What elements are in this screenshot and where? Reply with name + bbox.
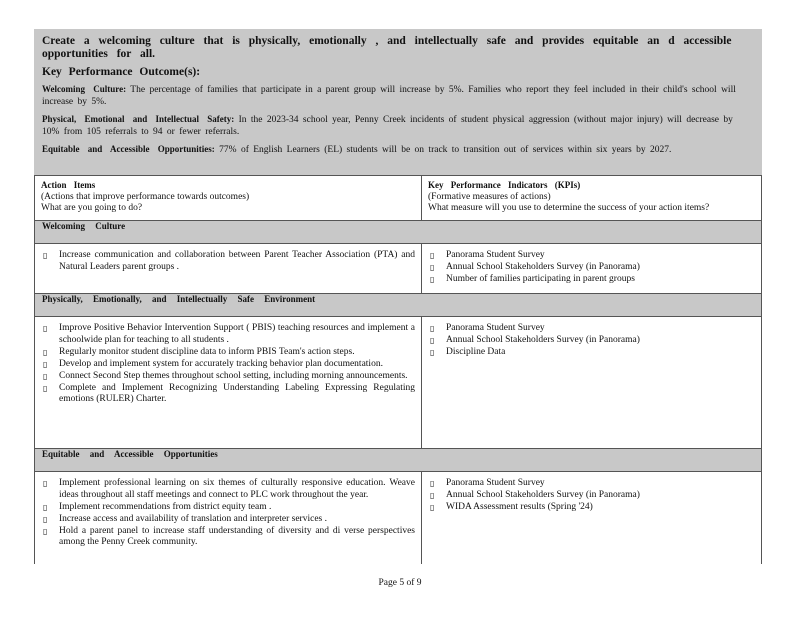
section-title: Physically, Emotionally, and Intellectually Safe Environment <box>35 294 762 317</box>
goal-box <box>34 29 762 175</box>
action-list-cell <box>35 317 422 449</box>
kpi-list <box>428 323 755 359</box>
kpo-item <box>42 113 754 138</box>
kpi-item: ▯ WIDA Assessment results (Spring '24) <box>428 502 755 514</box>
section-title: Equitable and Accessible Opportunities <box>35 449 762 472</box>
action-plan-table <box>34 175 762 564</box>
kpi-list-cell <box>422 472 762 564</box>
section-header-row <box>35 221 762 244</box>
kpi-question: What measure will you use to determine the success of your action items? <box>428 203 710 213</box>
kpi-list-cell <box>422 244 762 294</box>
action-item: ▯ Complete and Implement Recognizing Understanding Labeling Expressing Regulating emotions (RULER) Charter. <box>41 383 415 406</box>
kpo-item <box>42 83 754 108</box>
action-item: ▯ Increase access and availability of translation and interpreter services . <box>41 514 415 526</box>
goal-statement: Create a welcoming culture that is physically, emotionally , and intellectually safe and provides equitable an d accessible opportunities for all. <box>42 35 732 60</box>
action-list-cell <box>35 244 422 294</box>
action-item: ▯ Develop and implement system for accurately tracking behavior plan documentation. <box>41 359 415 371</box>
action-item: ▯ Regularly monitor student discipline data to inform PBIS Team's action steps. <box>41 347 415 359</box>
kpi-item: ▯ Panorama Student Survey <box>428 478 755 490</box>
action-list <box>41 323 415 406</box>
kpi-item: ▯ Annual School Stakeholders Survey (in Panorama) <box>428 262 755 274</box>
kpo-label: Equitable and Accessible Opportunities: <box>42 144 215 154</box>
kpi-item: ▯ Annual School Stakeholders Survey (in Panorama) <box>428 490 755 502</box>
action-item: ▯ Connect Second Step themes throughout school setting, including morning announcements. <box>41 371 415 383</box>
action-item: ▯ Improve Positive Behavior Intervention Support ( PBIS) teaching resources and implement a schoolwide plan for teaching to all students . <box>41 323 415 346</box>
kpi-item: ▯ Annual School Stakeholders Survey (in Panorama) <box>428 335 755 347</box>
section-body-row <box>35 317 762 449</box>
kpo-text: In the 2023-34 school year, Penny Creek incidents of student physical aggression (without major injury) will decrease by 10% from 105 referrals to 94 or fewer referrals. <box>42 115 733 137</box>
kpo-text: The percentage of families that participate in a parent group will increase by 5%. Families who report they feel included in their child's school will increase by 5%. <box>42 85 736 107</box>
kpi-title: Key Performance Indicators (KPIs) <box>428 180 581 190</box>
page-number: Page 5 of 9 <box>378 578 422 588</box>
kpi-subtitle: (Formative measures of actions) <box>428 191 551 202</box>
kpi-list <box>428 250 755 286</box>
action-item: ▯ Increase communication and collaboration between Parent Teacher Association (PTA) and Natural Leaders parent groups . <box>41 250 415 273</box>
section-header-row <box>35 449 762 472</box>
kpo-label: Physical, Emotional and Intellectual Safety: <box>42 114 235 124</box>
kpi-item: ▯ Discipline Data <box>428 347 755 359</box>
action-items-header <box>35 176 422 221</box>
action-items-question: What are you going to do? <box>41 203 143 213</box>
kpo-item <box>42 143 754 156</box>
kpo-text: 77% of English Learners (EL) students will be on track to transition out of services within six years by 2027. <box>219 145 672 155</box>
section-header-row <box>35 294 762 317</box>
action-list <box>41 478 415 549</box>
kpi-list <box>428 478 755 514</box>
action-items-subtitle: (Actions that improve performance towards outcomes) <box>41 191 250 202</box>
kpo-heading: Key Performance Outcome(s): <box>42 66 201 78</box>
action-list <box>41 250 415 273</box>
section-body-row <box>35 472 762 564</box>
action-item: ▯ Implement recommendations from district equity team . <box>41 502 415 514</box>
action-item: ▯ Implement professional learning on six themes of culturally responsive education. Weave ideas throughout all staff meetings and connect to PLC work throughout the year. <box>41 478 415 501</box>
action-item: ▯ Hold a parent panel to increase staff understanding of diversity and di verse perspectives among the Penny Creek community. <box>41 526 415 549</box>
section-body-row <box>35 244 762 294</box>
kpi-header <box>422 176 762 221</box>
kpi-list-cell <box>422 317 762 449</box>
action-items-title: Action Items <box>41 180 96 190</box>
kpi-item: ▯ Panorama Student Survey <box>428 250 755 262</box>
action-list-cell <box>35 472 422 564</box>
kpi-item: ▯ Panorama Student Survey <box>428 323 755 335</box>
table-header-row <box>35 176 762 221</box>
kpo-label: Welcoming Culture: <box>42 84 127 94</box>
kpi-item: ▯ Number of families participating in parent groups <box>428 274 755 286</box>
section-title: Welcoming Culture <box>35 221 762 244</box>
